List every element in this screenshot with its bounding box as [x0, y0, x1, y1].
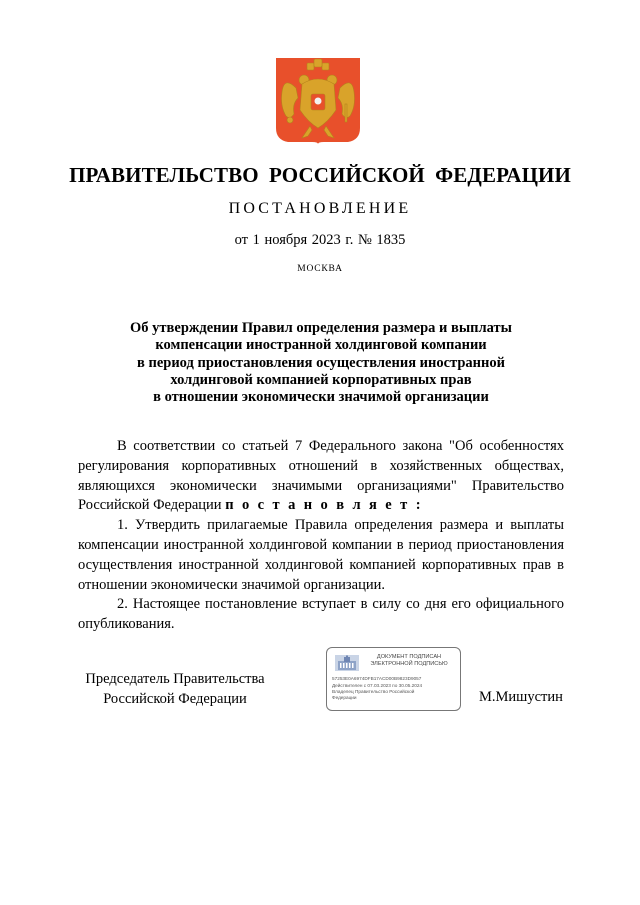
item-2-paragraph: 2. Настоящее постановление вступает в силу со дня его официального опубликования.: [78, 596, 564, 633]
decree-city: МОСКВА: [297, 264, 343, 274]
decree-date-number: от 1 ноября 2023 г. № 1835: [234, 232, 406, 248]
esig-owner-line: Владелец Правительство Российской: [332, 689, 415, 694]
electronic-signature-stamp: [326, 647, 461, 711]
preamble-text: В соответствии со статьей 7 Федерального закона "Об особенностях регулирования корпоративных отношений в хозяйственных обществах, являющихся экономически значимыми организациями" Правительство Российской Федерации: [78, 438, 564, 514]
government-title: ПРАВИТЕЛЬСТВО РОССИЙСКОЙ ФЕДЕРАЦИИ: [69, 163, 571, 187]
government-building-icon: [335, 655, 359, 671]
decree-verb: п о с т а н о в л я е т :: [225, 497, 423, 514]
signer-role: [80, 670, 270, 710]
heading-line: Об утверждении Правил определения размера и выплаты: [130, 320, 512, 336]
esig-owner-line: Федерации: [332, 695, 357, 700]
esig-validity: Действителен с 07.03.2023 по 30.05.2024: [332, 683, 423, 688]
esig-title-line: ДОКУМЕНТ ПОДПИСАН: [376, 654, 442, 660]
heading-line: компенсации иностранной холдинговой компании: [155, 337, 487, 354]
heading-line: холдинговой компанией корпоративных прав: [170, 371, 472, 388]
heading-line: в период приостановления осуществления иностранной: [137, 354, 505, 371]
esig-title: [361, 654, 457, 667]
preamble-paragraph: [78, 437, 564, 516]
signer-role-line: Российской Федерации: [103, 690, 247, 707]
esig-certificate: 57253E0A6974DFB17ACD00B9823D9057: [332, 676, 422, 681]
decree-type: ПОСТАНОВЛЕНИЕ: [228, 200, 412, 217]
esig-title-line: ЭЛЕКТРОННОЙ ПОДПИСЬЮ: [370, 660, 448, 667]
decree-heading: [78, 320, 564, 406]
decree-body: [78, 437, 564, 635]
emblem-rider: [315, 98, 322, 105]
heading-line: в отношении экономически значимой организации: [153, 389, 489, 406]
item-1-paragraph: 1. Утвердить прилагаемые Правила определения размера и выплаты компенсации иностранной холдинговой компании в период приостановления осуществления иностранной холдинговой компанией корпоративных прав в отношении экономически значимой организации.: [78, 517, 564, 593]
signer-role-line: Председатель Правительства: [85, 671, 265, 687]
signer-name: М.Мишустин: [479, 689, 563, 705]
russian-coat-of-arms-icon: [276, 58, 360, 144]
